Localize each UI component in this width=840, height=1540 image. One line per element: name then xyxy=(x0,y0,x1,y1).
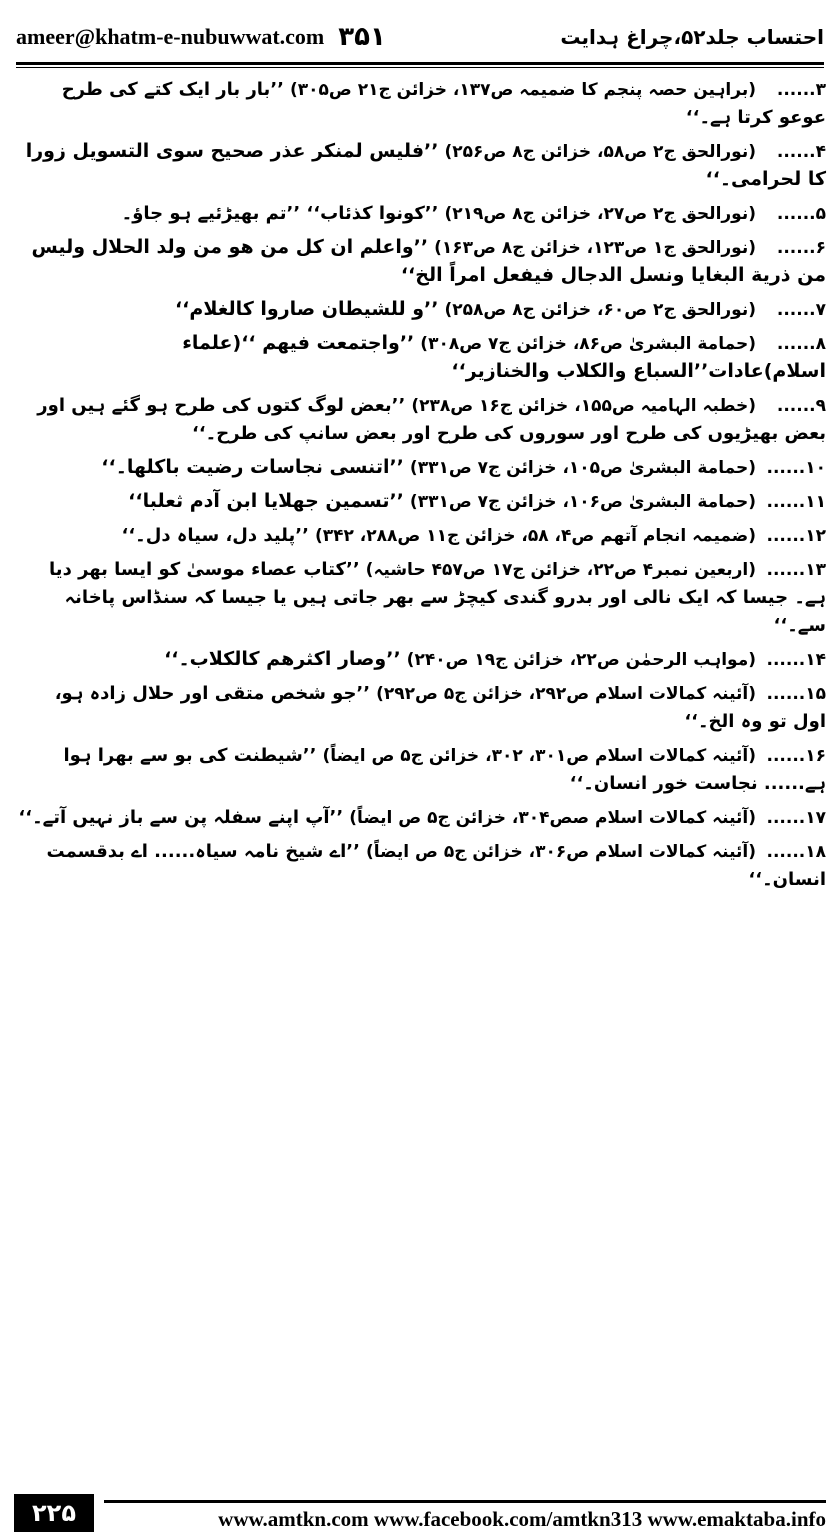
entry-number: ۱۳...... xyxy=(766,560,826,580)
entry-12 xyxy=(18,522,826,550)
entry-reference: (مواہب الرحمٰن ص۲۲، خزائن ج۱۹ ص۲۴۰) xyxy=(406,650,756,670)
page-footer xyxy=(14,1488,826,1532)
entry-quote: ’’اتنسی نجاسات رضیت باکلها۔‘‘ xyxy=(101,456,404,478)
entry-16 xyxy=(18,742,826,798)
entry-number: ۳...... xyxy=(776,80,826,100)
entry-reference: (خطبہ الہامیہ ص۱۵۵، خزائن ج۱۶ ص۲۳۸) xyxy=(411,396,756,416)
entry-5 xyxy=(18,200,826,228)
entry-reference: (حمامة البشریٰ ص۸۶، خزائن ج۷ ص۳۰۸) xyxy=(420,334,756,354)
entry-number: ۱۸...... xyxy=(766,842,826,862)
entry-7 xyxy=(18,296,826,324)
header-rule-thin xyxy=(16,67,824,68)
entry-number: ۱۲...... xyxy=(766,526,826,546)
header-title: احتساب جلد۵۲،چراغ ہدایت xyxy=(560,25,824,49)
page-content xyxy=(18,76,826,1456)
entry-quote: ’’آپ اپنے سفلہ پن سے باز نہیں آتے۔‘‘ xyxy=(18,807,344,828)
entry-number: ۹...... xyxy=(776,396,826,416)
entry-number: ۱۰...... xyxy=(766,458,826,478)
entry-quote: ’’شیطنت کی بو سے بھرا ہوا ہے...... نجاست خور انسان۔‘‘ xyxy=(63,745,826,794)
entry-number: ۶...... xyxy=(776,238,826,258)
entry-quote: ’’بعض لوگ کتوں کی طرح ہو گئے ہیں اور بعض بھیڑیوں کی طرح اور سوروں کی طرح اور بعض سانپ کی طرح۔‘‘ xyxy=(37,395,826,444)
entry-quote: ’’پلید دل، سیاہ دل۔‘‘ xyxy=(121,525,309,546)
entry-reference: (نورالحق ج۱ ص۱۲۳، خزائن ج۸ ص۱۶۳) xyxy=(434,238,756,258)
footer-urls: www.amtkn.com www.facebook.com/amtkn313 www.emaktaba.info xyxy=(218,1507,826,1531)
entry-number: ۷...... xyxy=(776,300,826,320)
entry-reference: (حمامة البشریٰ ص۱۰۵، خزائن ج۷ ص۳۳۱) xyxy=(409,458,756,478)
entry-number: ۱۱...... xyxy=(766,492,826,512)
entry-8 xyxy=(18,330,826,386)
entry-reference: (آئینہ کمالات اسلام ص۲۹۲، خزائن ج۵ ص۲۹۲) xyxy=(376,684,756,704)
entry-quote: ’’تسمین جهلایا ابن آدم ثعلبا‘‘ xyxy=(128,490,404,512)
entry-3 xyxy=(18,76,826,132)
entry-reference: (براہین حصہ پنجم کا ضمیمہ ص۱۳۷، خزائن ج۲۱ ص۳۰۵) xyxy=(290,80,756,100)
entry-reference: (نورالحق ج۲ ص۵۸، خزائن ج۸ ص۲۵۶) xyxy=(444,142,756,162)
entry-number: ۴...... xyxy=(776,142,826,162)
entry-quote: ’’بار بار ایک کتے کی طرح عوعو کرتا ہے۔‘‘ xyxy=(61,79,826,128)
entry-quote: ’’فلیس لمنکر عذر صحیح سوی التسویل زورا کا لحرامی۔‘‘ xyxy=(25,140,826,190)
entry-quote: ’’کتاب عصاء موسیٰ کو ایسا بھر دیا ہے۔ جیسا کہ ایک نالی اور بدرو گندی کیچڑ سے بھر جاتی ہیں یا جیسا کہ سنڈاس پاخانہ سے۔‘‘ xyxy=(49,559,826,636)
entry-quote: ’’اے شیخ نامہ سیاہ...... اے بدقسمت انسان۔‘‘ xyxy=(46,841,826,890)
entry-quote: ’’و للشیطان صاروا کالغلام‘‘ xyxy=(174,298,439,320)
entry-14 xyxy=(18,646,826,674)
entry-6 xyxy=(18,234,826,290)
page-header xyxy=(16,14,824,60)
header-email: ameer@khatm-e-nubuwwat.com xyxy=(16,24,325,49)
entry-reference: (نورالحق ج۲ ص۲۷، خزائن ج۸ ص۲۱۹) xyxy=(444,204,756,224)
entry-quote: ’’واعلم ان کل من ھو من ولد الحلال ولیس من ذریة البغایا ونسل الدجال فیفعل امراً الخ‘‘ xyxy=(31,236,826,286)
footer-bar xyxy=(104,1500,826,1532)
entry-number: ۱۵...... xyxy=(766,684,826,704)
entry-10 xyxy=(18,454,826,482)
entry-quote: ’’واجتمعت فیھم ‘‘(علماء اسلام)عادات’’السباع والکلاب والخنازیر‘‘ xyxy=(182,332,826,382)
entry-number: ۸...... xyxy=(776,334,826,354)
entry-reference: (ضمیمہ انجام آتھم ص۴، ۵۸، خزائن ج۱۱ ص۲۸۸، ۳۴۲) xyxy=(314,526,756,546)
entry-13 xyxy=(18,556,826,640)
header-rule xyxy=(16,62,824,65)
entry-quote: ’’جو شخص متقی اور حلال زادہ ہو، اول تو وہ الخ۔‘‘ xyxy=(54,683,826,732)
entry-reference: (نورالحق ج۲ ص۶۰، خزائن ج۸ ص۲۵۸) xyxy=(444,300,756,320)
entry-reference: (آئینہ کمالات اسلام صص۳۰۴، خزائن ج۵ ص ایضاً) xyxy=(349,808,756,828)
header-page-number: ۳۵۱ xyxy=(338,22,386,52)
entry-18 xyxy=(18,838,826,894)
entry-number: ۵...... xyxy=(776,204,826,224)
entry-reference: (حمامة البشریٰ ص۱۰۶، خزائن ج۷ ص۳۳۱) xyxy=(409,492,756,512)
entry-quote: ’’وصار اکثرھم کالکلاب۔‘‘ xyxy=(164,648,401,670)
entry-9 xyxy=(18,392,826,448)
header-left xyxy=(16,22,386,52)
entry-4 xyxy=(18,138,826,194)
entry-number: ۱۶...... xyxy=(766,746,826,766)
entry-number: ۱۴...... xyxy=(766,650,826,670)
entry-11 xyxy=(18,488,826,516)
entry-reference: (اربعین نمبر۴ ص۲۲، خزائن ج۱۷ ص۴۵۷ حاشیہ) xyxy=(365,560,756,580)
footer-page-number: ۲۲۵ xyxy=(14,1494,94,1532)
entry-number: ۱۷...... xyxy=(766,808,826,828)
entry-reference: (آئینہ کمالات اسلام ص۳۰۱، ۳۰۲، خزائن ج۵ ص ایضاً) xyxy=(322,746,756,766)
entry-15 xyxy=(18,680,826,736)
entry-17 xyxy=(18,804,826,832)
entry-reference: (آئینہ کمالات اسلام ص۳۰۶، خزائن ج۵ ص ایضاً) xyxy=(365,842,756,862)
entry-quote: ’’کونوا کذئاب‘‘ ’’تم بھیڑئیے ہو جاؤ۔ xyxy=(121,203,439,224)
